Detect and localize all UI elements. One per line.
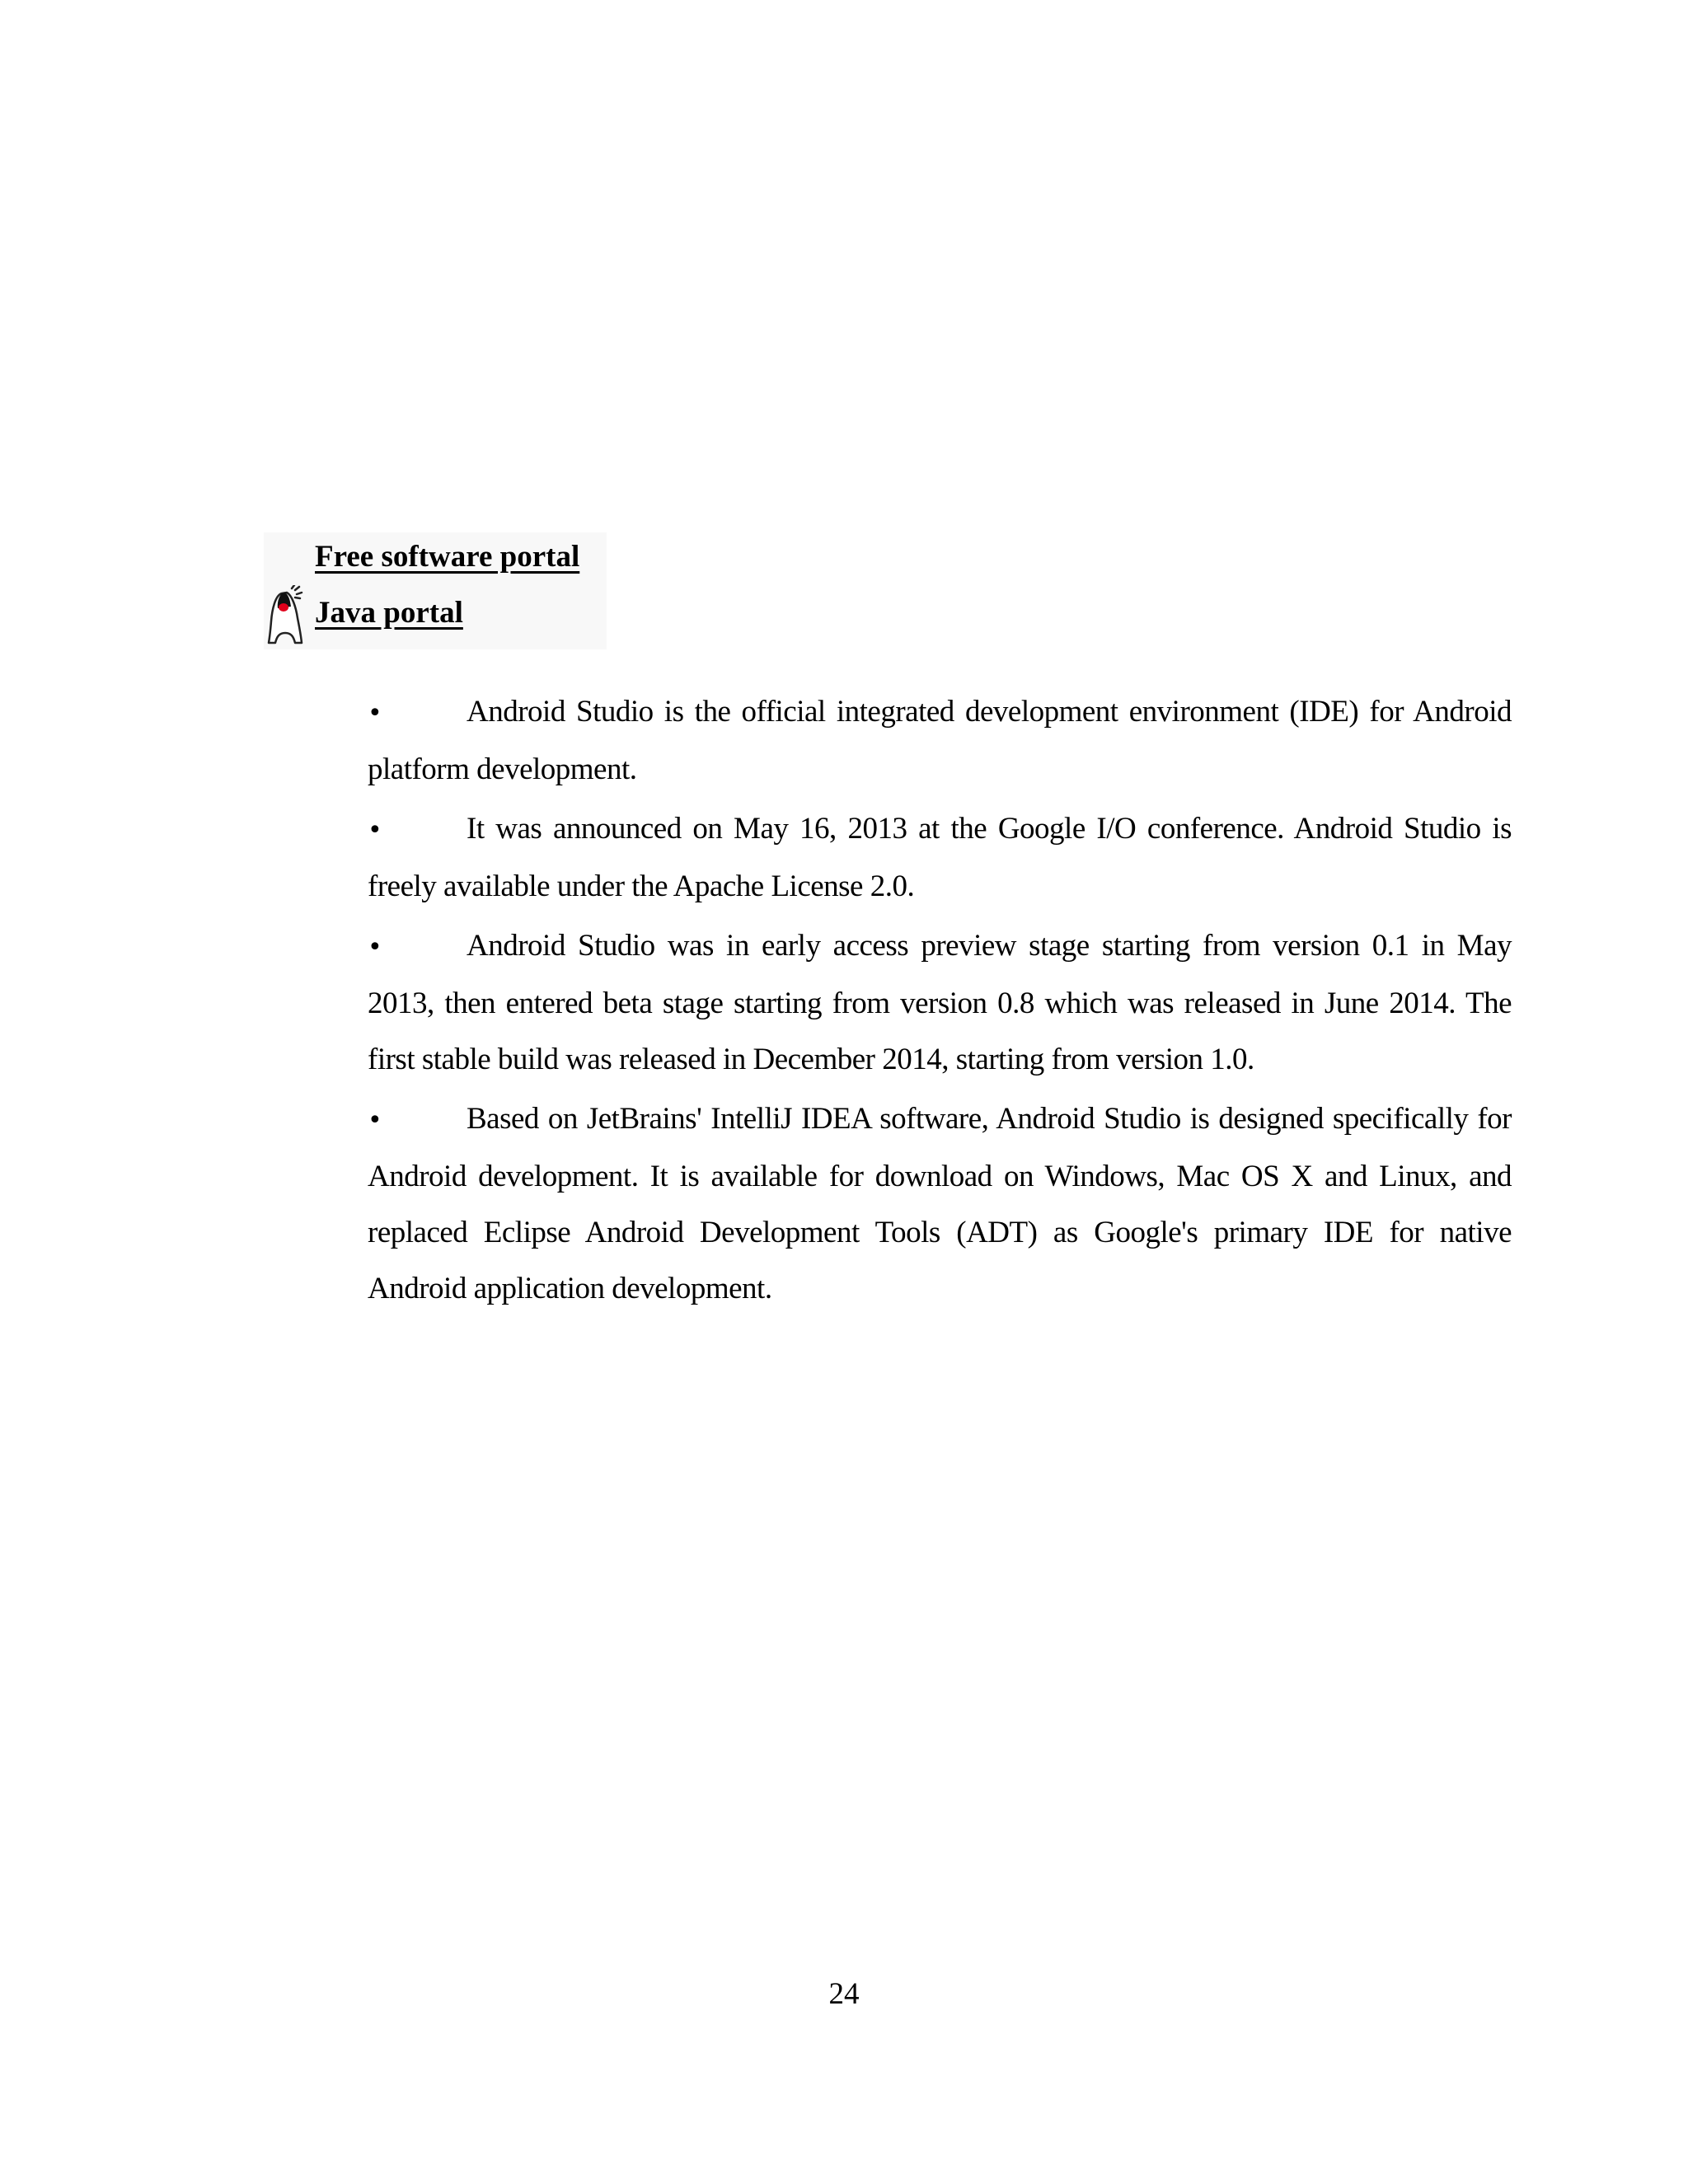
bullet-item [368, 918, 1512, 1088]
bullet-dot: • [368, 816, 382, 845]
bullet-dot: • [368, 1106, 382, 1135]
bullet-text: Android Studio was in early access preview stage starting from version 0.1 in May 2013, then entered beta stage starting from version 0.8 which was released in June 2014. The first stable build was released in December 2014, starting from version 1.0. [368, 929, 1512, 1076]
bullet-dot: • [368, 699, 382, 728]
page-number: 24 [828, 1977, 860, 2011]
bullet-text: It was announced on May 16, 2013 at the Google I/O conference. Android Studio is freely available under the Apache License 2.0. [368, 812, 1512, 903]
bullet-list [368, 684, 1512, 1320]
bullet-text: Android Studio is the official integrated development environment (IDE) for Android platform development. [368, 695, 1512, 786]
java-portal-link[interactable]: Java portal [315, 596, 463, 630]
free-software-portal-link[interactable]: Free software portal [315, 540, 580, 574]
java-duke-icon [267, 585, 303, 644]
bullet-text: Based on JetBrains' IntelliJ IDEA software, Android Studio is designed specifically for Android development. It is available for download on Windows, Mac OS X and Linux, and replaced Eclipse Android Development Tools (ADT) as Google's primary IDE for native Android application development. [368, 1102, 1512, 1305]
bullet-dot: • [368, 933, 382, 962]
bullet-item [368, 1091, 1512, 1317]
bullet-item [368, 801, 1512, 915]
bullet-item [368, 684, 1512, 798]
